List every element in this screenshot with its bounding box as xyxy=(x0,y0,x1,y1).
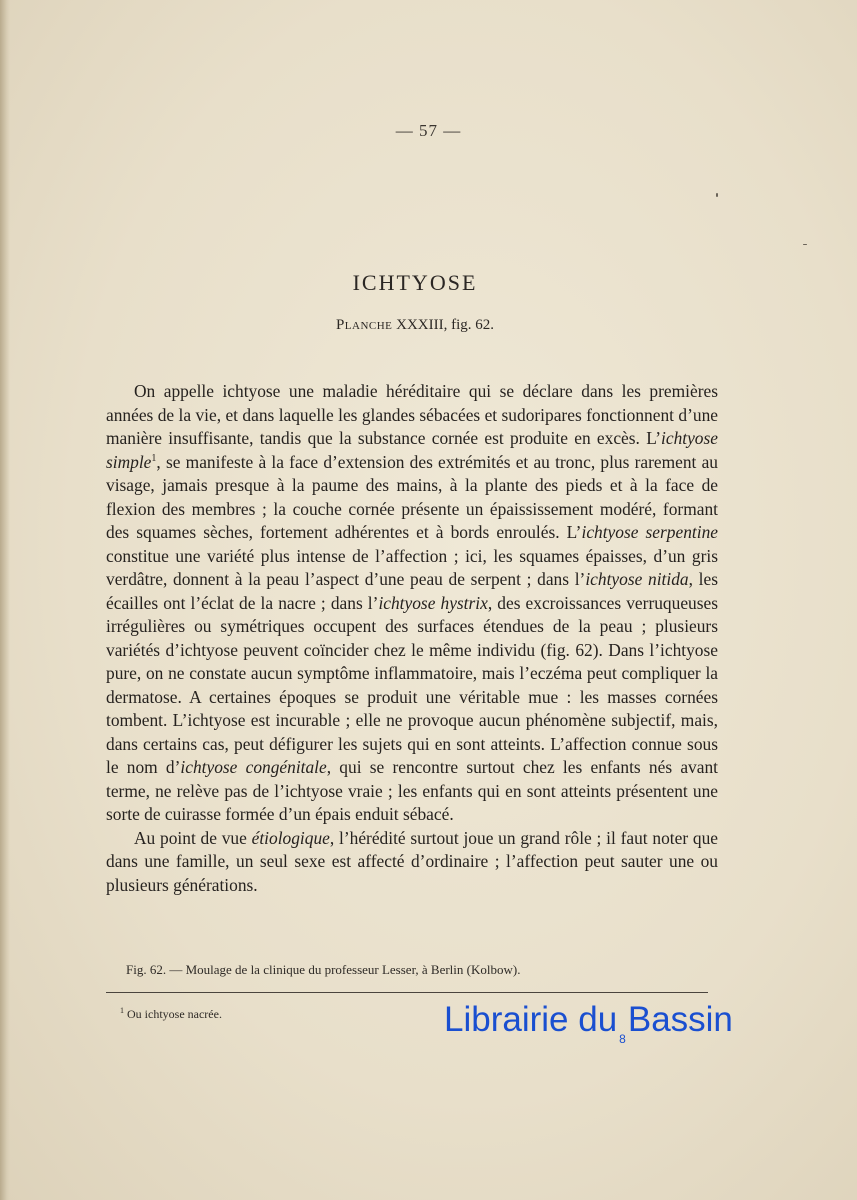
footnote-number: 1 xyxy=(120,1006,124,1015)
term-etiologique: étiologique xyxy=(251,827,330,848)
footnote-marker: 1 xyxy=(151,452,157,464)
paper-speck xyxy=(716,193,718,197)
text-run: , l’hérédité surtout joue un grand rôle ; il faut noter que dans une famille, un seul sexe est affecté d’ordinaire ; l’affection peut sauter une ou plusieurs générations. xyxy=(106,827,718,895)
page-number: — 57 — xyxy=(395,121,462,140)
plate-label: Planche xyxy=(335,317,393,333)
text-run: , qui se rencontre surtout chez les enfants nés avant terme, ne relève pas de l’ichtyose vraie ; les enfants qui en sont atteints présentent une sorte de cuirasse formée d’un épais enduit sébacé. xyxy=(106,757,718,824)
text-run: , se manifeste à la face d’extension des extrémités et au tronc, plus rarement au visage, jamais presque à la paume des mains, à la plante des pieds et à la face de flexion des membres ; la couche cornée présente un épaississement modéré, formant des squames sèches, fortement adhérentes et à bords enroulés. L’ xyxy=(106,451,718,542)
term-ichtyose-simple: ichtyose simple xyxy=(106,428,718,472)
chapter-title: ICHTYOSE xyxy=(352,270,478,295)
plate-ref: XXXIII, fig. 62. xyxy=(396,317,495,333)
footnote-divider xyxy=(106,992,708,993)
text-run: On appelle ichtyose une maladie héréditaire qui se déclare dans les premières années de la vie, et dans laquelle les glandes sébacées et sudoripares fonctionnent d’une manière insuffisante, tandis que la substance cornée est produite en excès. L’ xyxy=(106,381,718,448)
watermark-subscript: 8 xyxy=(619,1032,626,1046)
term-ichtyose-nitida: ichtyose nitida xyxy=(585,569,689,589)
text-run: constitue une variété plus intense de l’affection ; ici, les squames épaisses, d’un gris verdâtre, donnent à la peau l’aspect d’une peau de serpent ; dans l’ xyxy=(106,545,718,589)
term-ichtyose-congenitale: ichtyose congénitale xyxy=(180,757,327,777)
paragraph-1 xyxy=(106,380,718,827)
watermark-text-right: Bassin xyxy=(627,1000,733,1039)
text-run: , les écailles ont l’éclat de la nacre ; dans l’ xyxy=(106,569,718,613)
page-gutter-shadow xyxy=(0,0,10,1200)
paper-speck xyxy=(803,244,807,245)
figure-caption: Fig. 62. — Moulage de la clinique du professeur Lesser, à Berlin (Kolbow). xyxy=(126,962,521,977)
watermark-text-left: Librairie du xyxy=(444,1000,618,1039)
bookseller-watermark xyxy=(444,1000,733,1046)
term-ichtyose-hystrix: ichtyose hystrix xyxy=(378,592,488,613)
footnote xyxy=(120,1006,222,1022)
plate-reference xyxy=(0,317,830,334)
footnote-text: Ou ichtyose nacrée. xyxy=(127,1007,222,1021)
body-text xyxy=(106,380,718,897)
term-ichtyose-serpentine: ichtyose serpentine xyxy=(581,522,718,542)
text-run: , des excroissances verruqueuses irrégulières ou symétriques occupent des surfaces étendues de la peau ; plusieurs variétés d’ichtyose peuvent coïncider chez le même individu (fig. 62). Dans l’ichtyose pure, on ne constate aucun symptôme inflammatoire, mais l’eczéma peut compliquer la dermatose. A certaines époques se produit une véritable mue : les masses cornées tombent. L’ichtyose est incurable ; elle ne provoque aucun phénomène subjectif, mais, dans certains cas, peut défigurer les sujets qui en sont atteints. L’affection connue sous le nom d’ xyxy=(106,592,718,777)
paragraph-2 xyxy=(106,827,718,898)
text-run: Au point de vue xyxy=(134,827,252,848)
